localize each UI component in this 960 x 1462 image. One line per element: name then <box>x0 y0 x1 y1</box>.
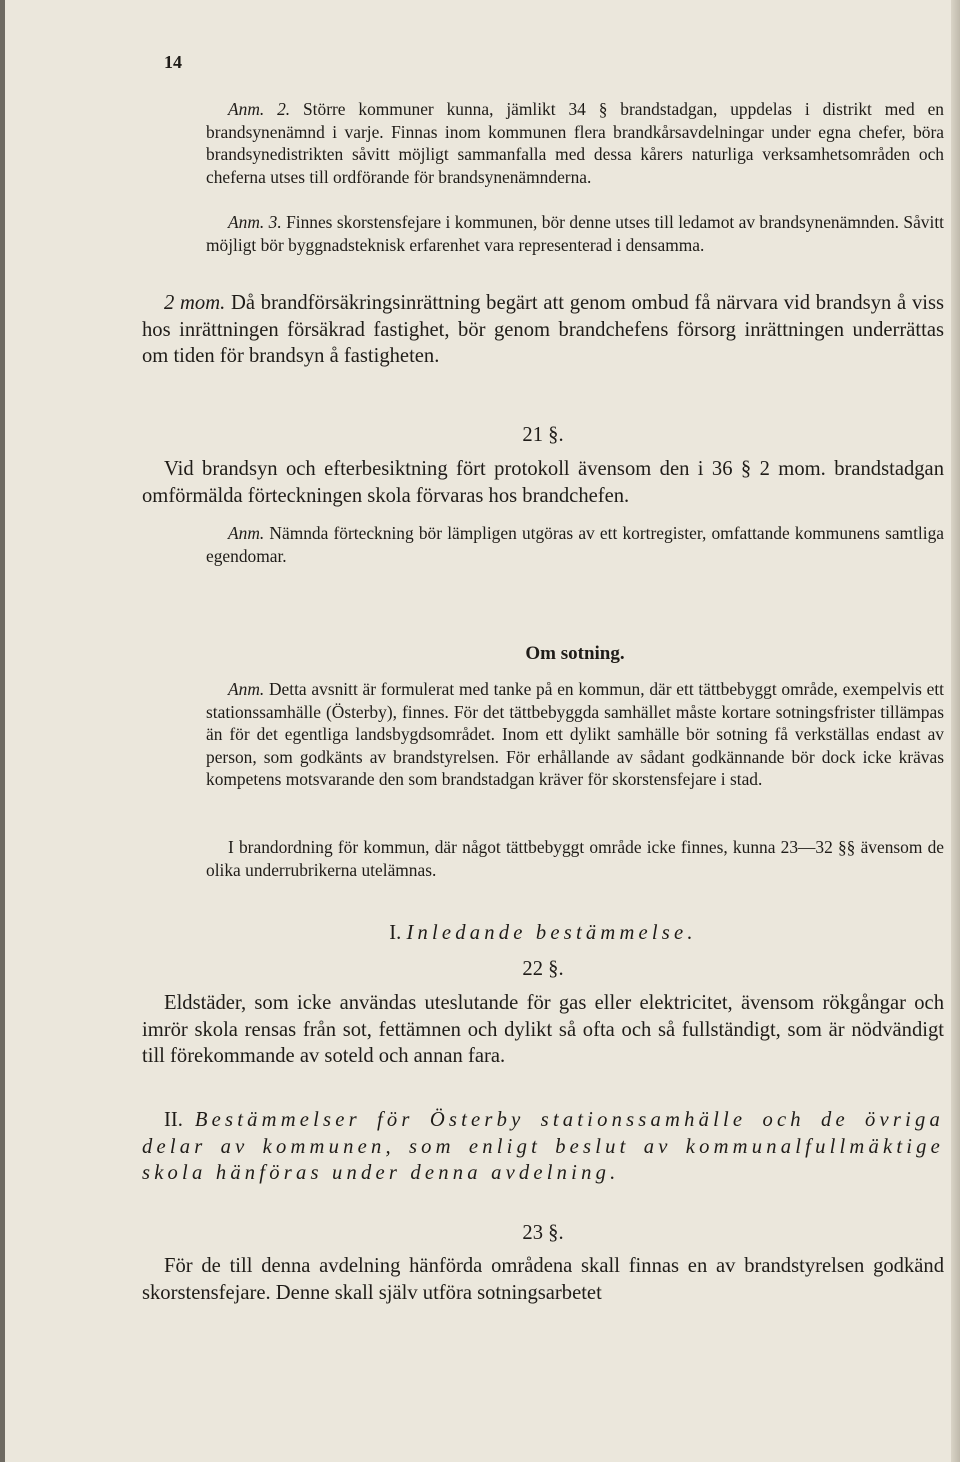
section-II-heading <box>142 1107 944 1187</box>
mom-2-label: 2 mom. <box>164 292 226 314</box>
section-22-title: 22 §. <box>522 958 564 980</box>
section-22-text: Eldstäder, som icke användas uteslutande för gas eller elektricitet, ävensom rökgångar och imrör skola rensas från sot, fettämnen och dylikt så ofta och så fullständigt, som är nödvändigt till förekommande av soteld och annan fara. <box>142 992 944 1068</box>
section-23-text: För de till denna avdelning hänförda områdena skall finnas en av brandstyrelsen godkänd skorstensfejare. Denne skall själv utföra sotningsarbetet <box>142 1255 944 1304</box>
page-number: 14 <box>164 52 182 72</box>
anm-2-label: Anm. 2. <box>228 99 291 119</box>
page-edge-right <box>951 0 960 1462</box>
mom-2-text: Då brandförsäkringsinrättning begärt att genom ombud få närvara vid brandsyn å viss hos inrättningen försäkrad fastighet, bör genom brandchefens försorg inrättningen underrättas om tiden för brandsyn å fastigheten. <box>142 292 944 368</box>
anm-2-text: Större kommuner kunna, jämlikt 34 § brandstadgan, uppdelas i distrikt med en brandsynenämnd i varje. Finnas inom kommunen flera brandkårsavdelningar under egna chefer, böra brandsynedistrikten såvitt möjligt sammanfalla med dessa kårers naturliga verksamhetsområden och cheferna utses till ordförande för brandsynenämnderna. <box>206 99 944 187</box>
anm-3-label: Anm. 3. <box>228 212 282 232</box>
section-I-heading <box>142 920 944 947</box>
section-I-title: Inledande bestämmelse. <box>406 922 697 944</box>
anm-3-text: Finnes skorstensfejare i kommunen, bör denne utses till ledamot av brandsynenämnden. Såvitt möjligt bör byggnadsteknisk erfarenhet vara representerad i densamma. <box>206 212 944 255</box>
om-sotning-anm-label: Anm. <box>228 679 265 699</box>
anm-3-paragraph <box>206 211 944 256</box>
anm-2-paragraph <box>206 98 944 188</box>
om-sotning-anm-text: Detta avsnitt är formulerat med tanke på en kommun, där ett tättbebyggt område, exempelvis ett stationssamhälle (Österby), finnes. För det tättbebyggda samhället måste kortare sotningsfrister tillämpas än för det egentliga landsbygdsområdet. Inom ett dylikt samhälle bör sotning få verkställas endast av person, som godkänts av brandstyrelsen. För erhållande av sådant godkännande bör dock icke krävas kompetens motsvarande den som brandstadgan kräver för skorstensfejare i stad. <box>206 679 944 790</box>
mom-2-paragraph <box>142 290 944 370</box>
section-21-text: Vid brandsyn och efterbesiktning fört protokoll ävensom den i 36 § 2 mom. brandstadgan omförmälda förteckningen skola förvaras hos brandchefen. <box>142 458 944 507</box>
section-23-title: 23 §. <box>522 1222 564 1244</box>
section-II-title: Bestämmelser för Österby stationssamhälle och de övriga delar av kommunen, som enligt beslut av kommunalfullmäktige skola hänföras under denna avdelning. <box>142 1109 944 1185</box>
section-21-anm <box>206 522 944 567</box>
section-I-numeral: I. <box>389 922 402 944</box>
section-21-title: 21 §. <box>522 424 564 446</box>
om-sotning-anm <box>206 678 944 791</box>
om-sotning-anm-2: I brandordning för kommun, där något tättbebyggt område icke finnes, kunna 23—32 §§ ävensom de olika underrubrikerna utelämnas. <box>206 837 944 880</box>
section-II-numeral: II. <box>164 1109 183 1131</box>
section-21-anm-text: Nämnda förteckning bör lämpligen utgöras av ett kortregister, omfattande kommunens samtliga egendomar. <box>206 523 944 566</box>
om-sotning-heading: Om sotning. <box>525 643 625 664</box>
section-21-anm-label: Anm. <box>228 523 265 543</box>
page-edge-left <box>0 0 5 1462</box>
